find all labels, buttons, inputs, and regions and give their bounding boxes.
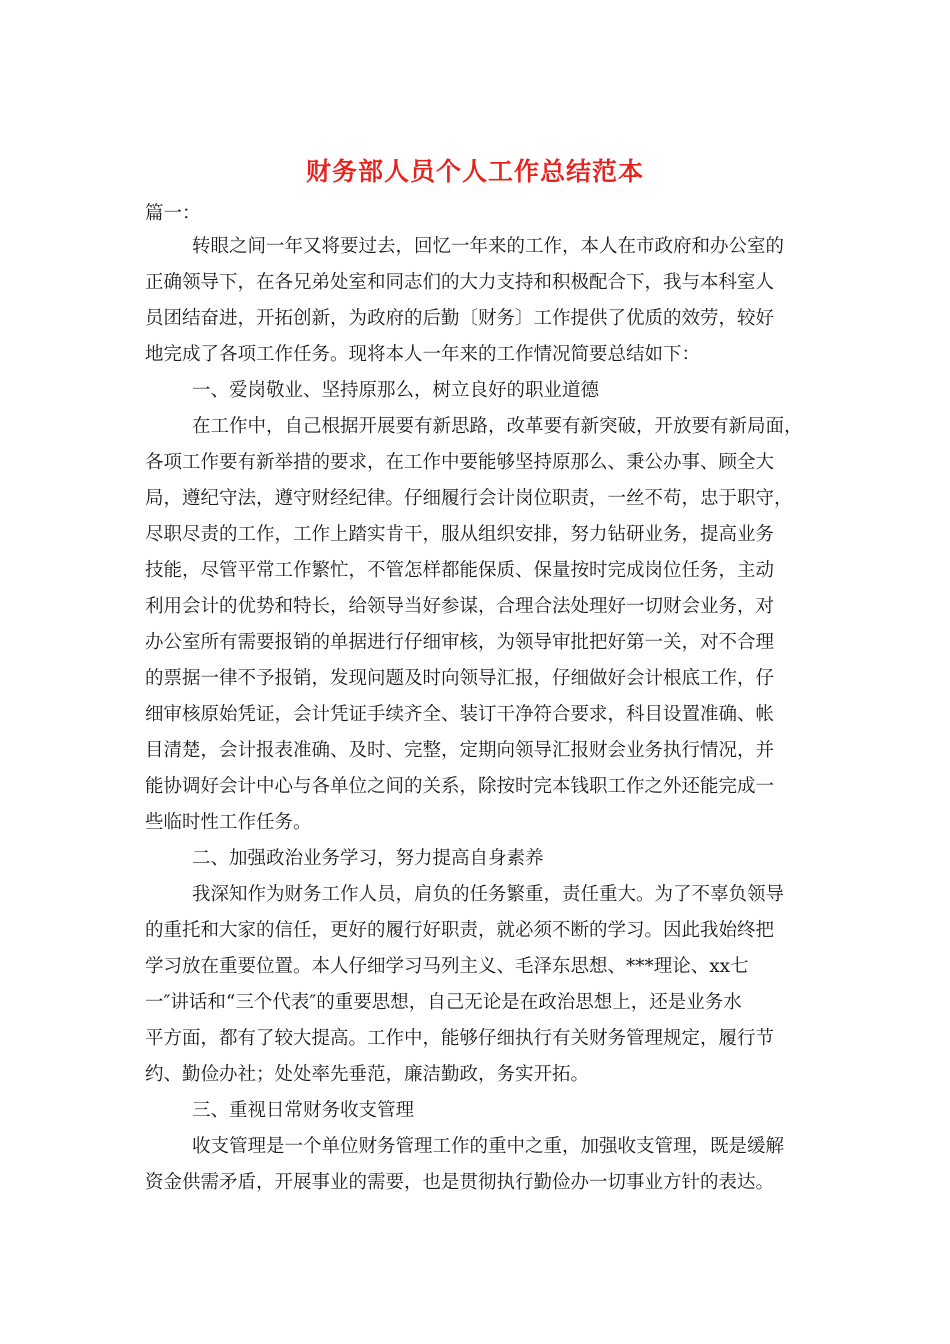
paragraph-line: 收支管理是一个单位财务管理工作的重中之重，加强收支管理，既是缓解	[192, 1136, 785, 1157]
paragraph-line: 的重托和大家的信任，更好的履行好职责，就必须不断的学习。因此我始终把	[145, 920, 775, 941]
paragraph-line: 学习放在重要位置。本人仔细学习马列主义、毛泽东思想、***理论、xx七	[145, 956, 749, 977]
paragraph-line: 办公室所有需要报销的单据进行仔细审核，为领导审批把好第一关，对不合理	[145, 632, 775, 653]
paragraph-line: 能协调好会计中心与各单位之间的关系，除按时完本钱职工作之外还能完成一	[145, 776, 775, 797]
paragraph-line: 目清楚，会计报表准确、及时、完整，定期向领导汇报财会业务执行情况，并	[145, 740, 775, 761]
paragraph-line: 地完成了各项工作任务。现将本人一年来的工作情况简要总结如下：	[145, 344, 701, 365]
paragraph-line: 局，遵纪守法，遵守财经纪律。仔细履行会计岗位职责，一丝不苟，忠于职守，	[145, 488, 793, 509]
paragraph-line: 在工作中，自己根据开展要有新思路，改革要有新突破，开放要有新局面，	[192, 416, 803, 437]
paragraph-line: 转眼之间一年又将要过去，回忆一年来的工作，本人在市政府和办公室的	[192, 236, 785, 257]
paragraph-line: 技能，尽管平常工作繁忙，不管怎样都能保质、保量按时完成岗位任务，主动	[145, 560, 775, 581]
paragraph-line: 正确领导下，在各兄弟处室和同志们的大力支持和积极配合下，我与本科室人	[145, 272, 775, 293]
paragraph-line: 一″讲话和“三个代表″的重要思想，自己无论是在政治思想上，还是业务水	[145, 992, 742, 1013]
paragraph-line: 细审核原始凭证，会计凭证手续齐全、装订干净符合要求，科目设置准确、帐	[145, 704, 775, 725]
paragraph-line: 平方面，都有了较大提高。工作中，能够仔细执行有关财务管理规定，履行节	[145, 1028, 775, 1049]
section-heading: 二、加强政治业务学习，努力提高自身素养	[192, 848, 544, 869]
paragraph-line: 我深知作为财务工作人员，肩负的任务繁重，责任重大。为了不辜负领导	[192, 884, 785, 905]
paragraph-line: 尽职尽责的工作，工作上踏实肯干，服从组织安排，努力钻研业务，提高业务	[145, 524, 775, 545]
section-heading: 一、爱岗敬业、坚持原那么，树立良好的职业道德	[192, 380, 600, 401]
paragraph-line: 的票据一律不予报销，发现问题及时向领导汇报，仔细做好会计根底工作，仔	[145, 668, 775, 689]
paragraph-line: 员团结奋进，开拓创新，为政府的后勤〔财务〕工作提供了优质的效劳，较好	[145, 308, 775, 329]
paragraph-line: 各项工作要有新举措的要求，在工作中要能够坚持原那么、秉公办事、顾全大	[145, 452, 775, 473]
paragraph-line: 利用会计的优势和特长，给领导当好参谋，合理合法处理好一切财会业务，对	[145, 596, 775, 617]
paragraph-line: 资金供需矛盾，开展事业的需要，也是贯彻执行勤俭办一切事业方针的表达。	[145, 1172, 775, 1193]
section-label: 篇一：	[145, 203, 201, 224]
document-title: 财务部人员个人工作总结范本	[305, 157, 644, 186]
paragraph-line: 些临时性工作任务。	[145, 812, 312, 833]
paragraph-line: 约、勤俭办社；处处率先垂范，廉洁勤政，务实开拓。	[145, 1064, 590, 1085]
section-heading: 三、重视日常财务收支管理	[192, 1100, 415, 1121]
